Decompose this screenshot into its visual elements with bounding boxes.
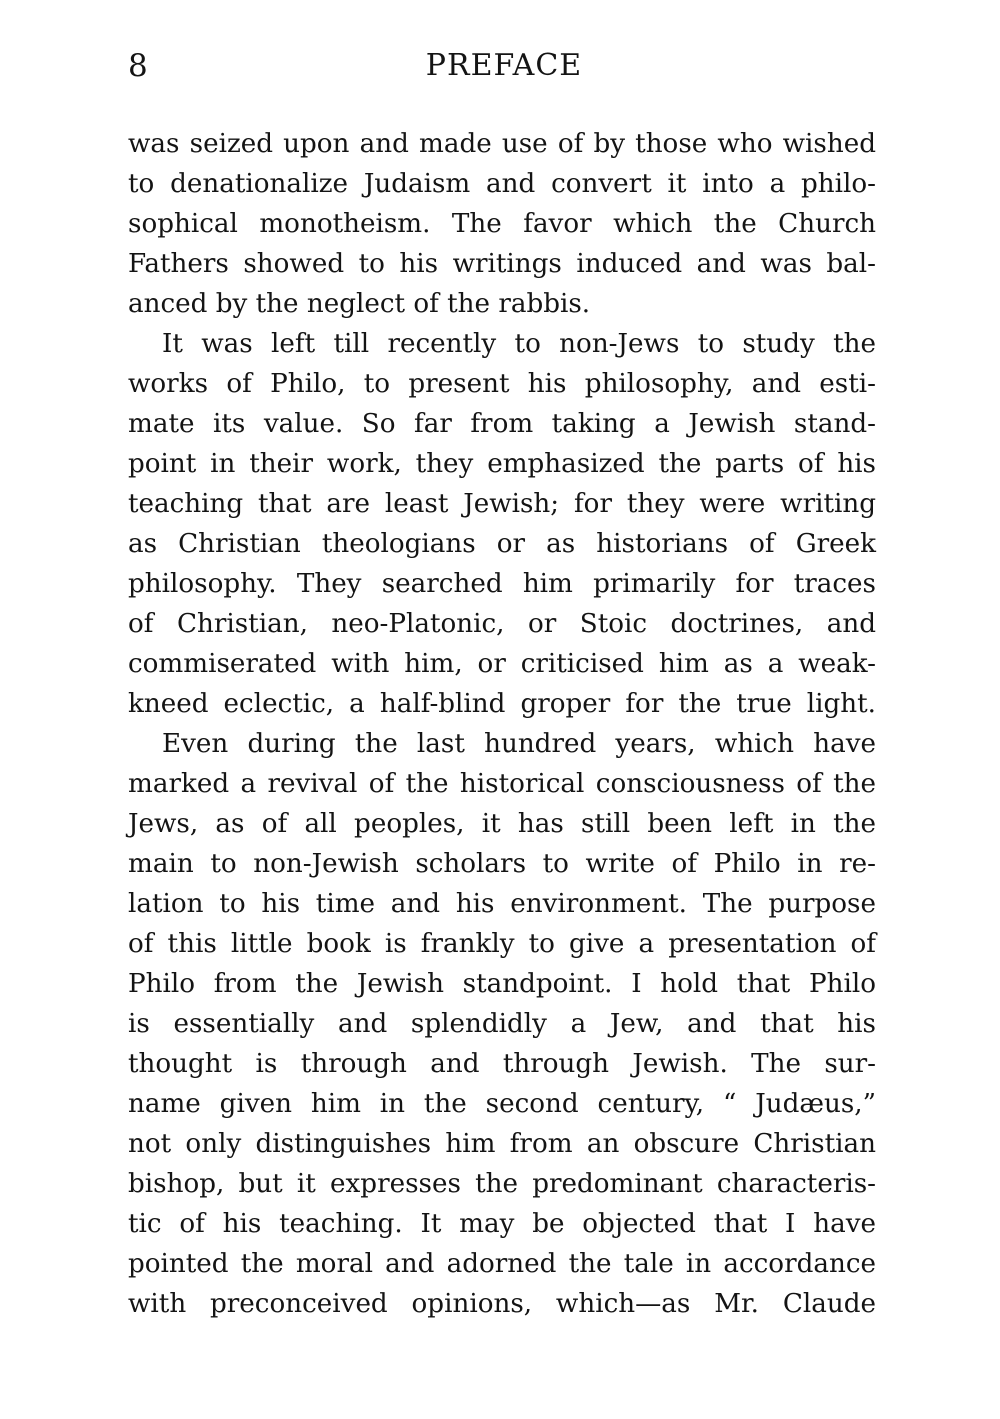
page-number: 8	[128, 48, 148, 84]
text-line: philosophy. They searched him primarily for traces	[128, 569, 876, 599]
text-line: teaching that are least Jewish; for they were writing	[128, 489, 876, 519]
paragraph-2	[128, 324, 876, 724]
text-line: name given him in the second century, “ Judæus,”	[128, 1089, 876, 1119]
text-line: with preconceived opinions, which—as Mr. Claude	[128, 1289, 876, 1319]
text-line: Jews, as of all peoples, it has still been left in the	[128, 809, 876, 839]
body-text	[128, 124, 876, 1324]
text-line: commiserated with him, or criticised him as a weak-	[128, 649, 876, 679]
page-header	[128, 44, 880, 88]
text-line: mate its value. So far from taking a Jewish stand-	[128, 409, 876, 439]
text-line: of Christian, neo-Platonic, or Stoic doctrines, and	[128, 609, 876, 639]
text-line: bishop, but it expresses the predominant characteris-	[128, 1169, 876, 1199]
running-head: PREFACE	[425, 48, 583, 83]
text-line: Even during the last hundred years, which have	[162, 729, 876, 759]
text-line: Fathers showed to his writings induced and was bal-	[128, 249, 876, 279]
text-line: was seized upon and made use of by those who wished	[128, 129, 876, 159]
text-line: as Christian theologians or as historians of Greek	[128, 529, 876, 559]
text-line: kneed eclectic, a half-blind groper for the true light.	[128, 689, 876, 719]
text-line: It was left till recently to non-Jews to study the	[162, 329, 876, 359]
text-line: of this little book is frankly to give a presentation of	[128, 929, 876, 959]
text-line: is essentially and splendidly a Jew, and that his	[128, 1009, 876, 1039]
text-line: Philo from the Jewish standpoint. I hold that Philo	[128, 969, 876, 999]
text-line: point in their work, they emphasized the parts of his	[128, 449, 876, 479]
text-line: thought is through and through Jewish. The sur-	[128, 1049, 876, 1079]
text-line: works of Philo, to present his philosophy, and esti-	[128, 369, 876, 399]
paragraph-3	[128, 724, 876, 1324]
text-line: marked a revival of the historical consciousness of the	[128, 769, 876, 799]
paragraph-1	[128, 124, 876, 324]
text-line: main to non-Jewish scholars to write of Philo in re-	[128, 849, 876, 879]
text-line: lation to his time and his environment. The purpose	[128, 889, 876, 919]
text-line: anced by the neglect of the rabbis.	[128, 289, 591, 319]
text-line: not only distinguishes him from an obscure Christian	[128, 1129, 876, 1159]
text-line: sophical monotheism. The favor which the Church	[128, 209, 876, 239]
text-line: pointed the moral and adorned the tale in accordance	[128, 1249, 876, 1279]
text-line: tic of his teaching. It may be objected that I have	[128, 1209, 876, 1239]
text-line: to denationalize Judaism and convert it into a philo-	[128, 169, 876, 199]
